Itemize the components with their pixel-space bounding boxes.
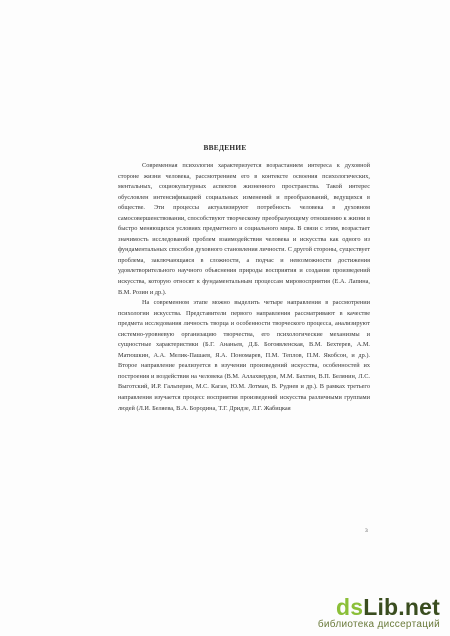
watermark-ds: ds: [335, 594, 364, 620]
page-title: ВВЕДЕНИЕ: [203, 143, 247, 152]
watermark-lib: Lib: [363, 594, 399, 620]
watermark-net: net: [404, 594, 440, 620]
watermark-logo: [290, 596, 440, 618]
dslib-watermark: [290, 596, 440, 630]
document-body: [118, 161, 370, 414]
paragraph-2: На современном этапе можно выделить четыре направления в рассмотрении психологии искусства. Представители первого направления рассматривают в качестве предмета исследования личность творца и особенности творческого процесса, анализируют системно-уровневую организацию творчества, его психологические механизмы и сущностные характеристики (Б.Г. Ананьев, Д.Б. Богоявленская, В.М. Бехтерев, А.М. Матюшкин, А.А. Мелик-Пашаев, Я.А. Пономарев, П.М. Теплов, П.М. Якобсон, и др.). Второе направление реализуется в изучении произведений искусства, особенностей их построения и воздействия на человека (В.М. Аллахвердов, М.М. Бахтин, В.П. Белянин, Л.С. Выготский, И.Р. Гальперин, М.С. Каган, Ю.М. Лотман, В. Руднев и др.). В рамках третьего направления изучается процесс восприятия произведений искусства различными группами людей (Л.И. Беляева, В.А. Бородина, Т.Г. Дридзе, Л.Г. Жабицкая: [118, 299, 370, 412]
watermark-dot: .: [398, 594, 405, 620]
watermark-subtitle: библиотека диссертаций: [317, 619, 440, 630]
paragraph-1: Современная психология характеризуется возрастанием интереса к духовной стороне жизни человека, рассмотрением его в контексте освоения психологических, ментальных, социокультурных аспектов жизненного пространства. Такой интерес обусловлен интенсификацией социальных изменений и преобразований, ведущихся в обществе. Эти процессы актуализируют потребность человека в духовном самосовершенствовании, способствуют творческому преобразующему отношению к жизни в быстро меняющихся условиях предметного и социального мира. В связи с этим, возрастает значимость исследований проблем взаимодействия человека и искусства как одного из фундаментальных способов духовного становления личности. С другой стороны, существует проблема, заключающаяся в сложности, а подчас и невозможности достижения удовлетворительного научного объяснения природы восприятия и создания произведений искусства, которую относят к фундаментальным процессам мировосприятия (Е.А. Лапина, В.М. Розин и др.).: [118, 162, 370, 296]
page-number: 3: [365, 528, 368, 534]
